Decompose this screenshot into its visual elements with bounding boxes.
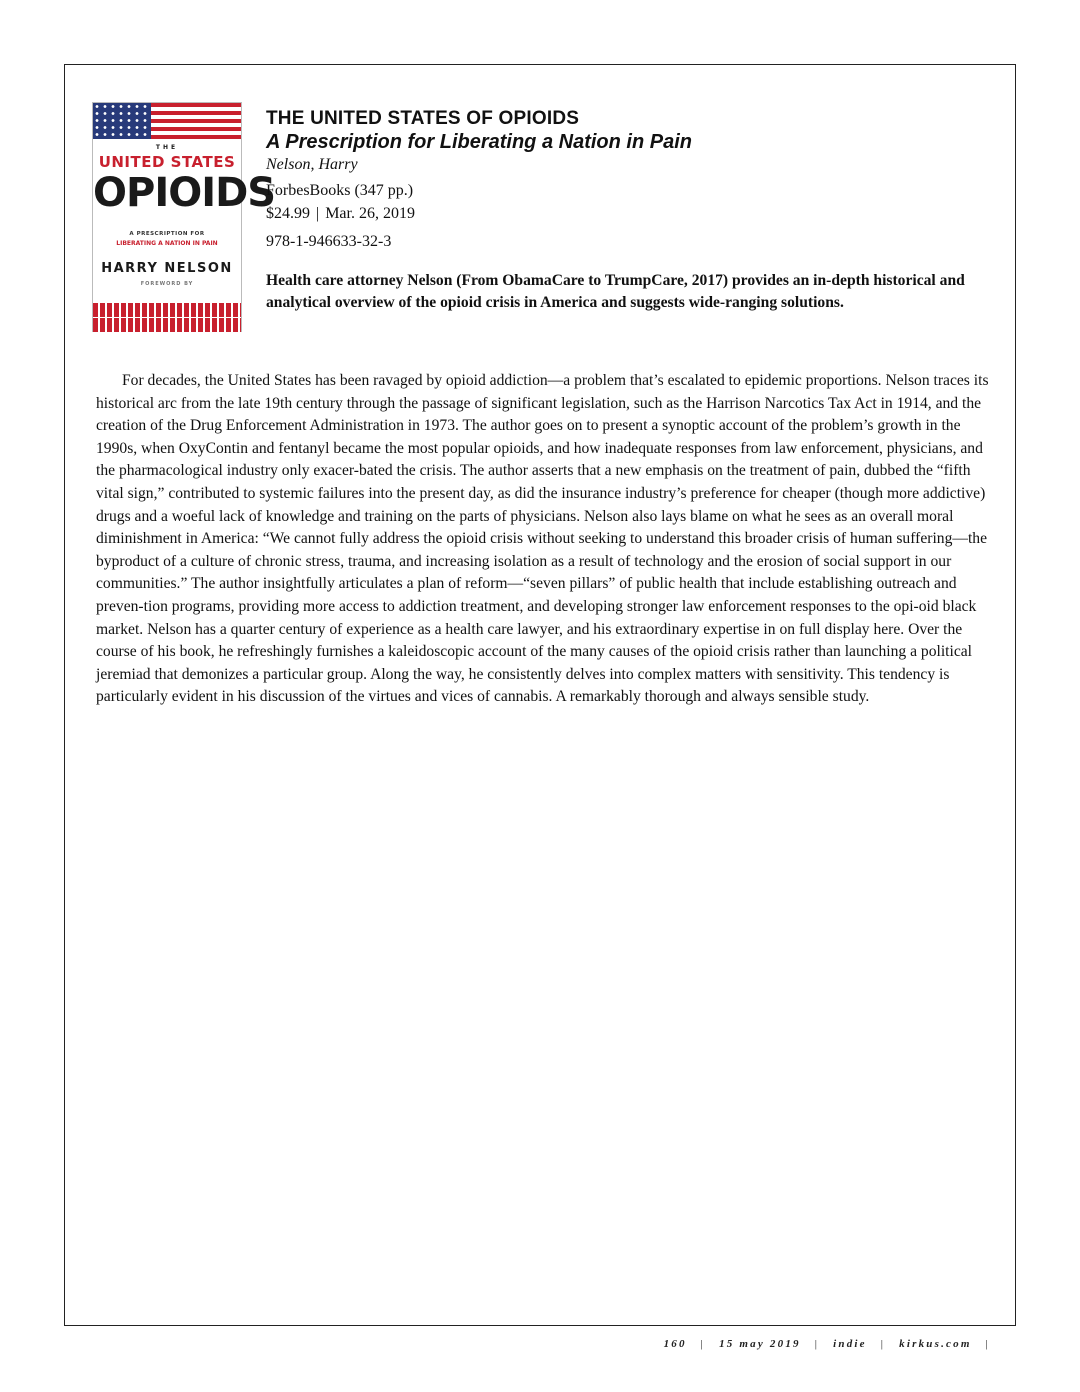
book-subtitle: A Prescription for Liberating a Nation in Pain bbox=[266, 131, 692, 153]
footer-date: 15 may 2019 bbox=[719, 1338, 801, 1350]
review-body: For decades, the United States has been ravaged by opioid addiction—a problem that’s escalated to epidemic proportions. Nelson traces its historical arc from the late 19th century through the passage of significant legislation, such as the Harrison Narcotics Tax Act in 1914, and the creation of the Drug Enforcement Administration in 1973. The author goes on to present a synoptic account of the problem’s growth in the 1990s, when OxyContin and fentanyl became the most popular opioids, and how inadequate responses from law enforcement, physicians, and the pharmacological industry only exacer-bated the crisis. The author asserts that a new emphasis on the treatment of pain, dubbed the “fifth vital sign,” contributed to systemic failures into the present day, as did the insurance industry’s preference for cheaper (though more addictive) drugs and a woeful lack of knowledge and training on the parts of physicians. Nelson also lays blame on what he sees as an overall moral diminishment in America: “We cannot fully address the opioid crisis without seeking to understand this broader crisis of human suffering—the byproduct of a culture of chronic stress, trauma, and increasing isolation as a result of technology and the erosion of social support in our communities.” The author insightfully articulates a plan of reform—“seven pillars” of public health that include establishing outreach and preven-tion programs, providing more access to addiction treatment, and developing stronger law enforcement responses to the opi-oid black market. Nelson has a quarter century of experience as a health care lawyer, and his extraordinary expertise in on full display here. Over the course of his book, he refreshingly furnishes a kaleidoscopic account of the many causes of the opioid crisis rather than launching a political jeremiad that demonizes a particular group. Along the way, he consistently delves into complex matters with sensitivity. This tendency is particularly evident in his discussion of the virtues and vices of cannabis. A remarkably thorough and always sensible study. bbox=[96, 372, 989, 706]
book-author: Nelson, Harry bbox=[266, 156, 358, 173]
separator: | bbox=[985, 1338, 990, 1350]
review-summary: Health care attorney Nelson (From ObamaCare to TrumpCare, 2017) provides an in-depth historical and analytical overview of the opioid crisis in America and suggests wide-ranging solutions. bbox=[266, 272, 965, 311]
footer-section: indie bbox=[833, 1338, 867, 1350]
cover-flag-stars bbox=[93, 103, 151, 139]
cover-united-text: UNITED STATES bbox=[98, 153, 236, 171]
book-title: THE UNITED STATES OF OPIOIDS bbox=[266, 108, 580, 129]
cover-pills-row bbox=[93, 318, 241, 332]
separator: | bbox=[700, 1338, 706, 1350]
cover-subtitle-line1: A PRESCRIPTION FOR bbox=[129, 231, 205, 237]
book-cover-image bbox=[92, 102, 276, 332]
book-isbn: 978-1-946633-32-3 bbox=[266, 233, 392, 250]
book-publisher: ForbesBooks (347 pp.) bbox=[266, 182, 414, 199]
page-footer bbox=[664, 1338, 1004, 1350]
book-date: Mar. 26, 2019 bbox=[325, 205, 415, 222]
footer-site: kirkus.com bbox=[899, 1338, 972, 1350]
cover-opioids-text: OPIOIDS bbox=[93, 170, 276, 216]
cover-foreword-text: FOREWORD BY bbox=[140, 281, 194, 287]
cover-the-text: THE bbox=[155, 144, 179, 151]
separator: | bbox=[880, 1338, 886, 1350]
cover-pills-row bbox=[93, 303, 241, 317]
cover-author-text: HARRY NELSON bbox=[101, 261, 233, 276]
price-date-line bbox=[266, 205, 415, 223]
separator: | bbox=[814, 1338, 820, 1350]
footer-page-number: 160 bbox=[663, 1338, 687, 1350]
cover-subtitle-line2: LIBERATING A NATION IN PAIN bbox=[116, 240, 218, 247]
separator: | bbox=[316, 205, 320, 222]
book-price: $24.99 bbox=[266, 205, 310, 222]
